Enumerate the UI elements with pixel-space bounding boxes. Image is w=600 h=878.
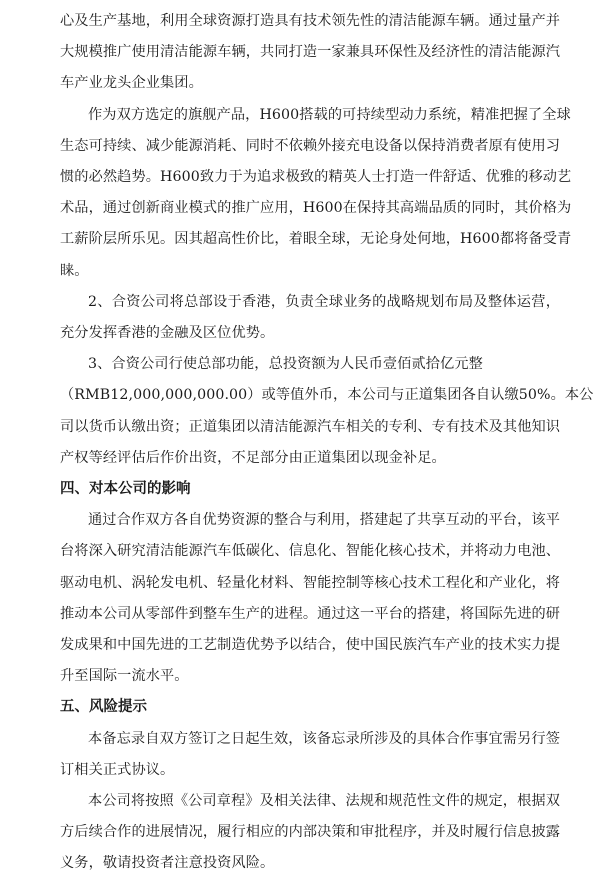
paragraph-line: 司以货币认缴出资；正道集团以清洁能源汽车相关的专利、专有技术及其他知识 (60, 418, 561, 435)
paragraph-line: 术品，通过创新商业模式的推广应用，H600在保持其高端品质的同时，其价格为 (60, 200, 572, 217)
paragraph-line: 充分发挥香港的金融及区位优势。 (60, 325, 275, 341)
paragraph-line: 本公司将按照《公司章程》及相关法律、法规和规范性文件的规定，根据双 (88, 793, 560, 809)
paragraph-line: 睐。 (60, 262, 89, 279)
paragraph-line: （RMB12,000,000,000.00）或等值外币，本公司与正道集团各自认缴50%。本公 (60, 387, 594, 404)
paragraph-line: 方后续合作的进展情况，履行相应的内部决策和审批程序，并及时履行信息披露 (60, 824, 561, 841)
paragraph-line: 车产业龙头企业集团。 (60, 75, 203, 92)
paragraph-line: 大规模推广使用清洁能源车辆，共同打造一家兼具环保性及经济性的清洁能源汽 (60, 44, 561, 61)
paragraph-line: 驱动电机、涡轮发电机、轻量化材料、智能控制等核心技术工程化和产业化，将 (60, 574, 561, 591)
paragraph-line: 惯的必然趋势。H600致力于为追求极致的精英人士打造一件舒适、优雅的移动艺 (60, 169, 572, 185)
paragraph-line: 通过合作双方各自优势资源的整合与利用，搭建起了共享互动的平台，该平 (88, 512, 560, 529)
paragraph-line: 台将深入研究清洁能源汽车低碳化、信息化、智能化核心技术，并将动力电池、 (60, 543, 561, 560)
paragraph-line: 义务，敬请投资者注意投资风险。 (60, 855, 275, 872)
paragraph-line: 生态可持续、减少能源消耗、同时不依赖外接充电设备以保持消费者原有使用习 (60, 137, 561, 154)
paragraph-line: 2、合资公司将总部设于香港，负责全球业务的战略规划布局及整体运营， (88, 293, 560, 310)
paragraph-line: 工薪阶层所乐见。因其超高性价比，着眼全球，无论身处何地，H600都将备受青 (60, 231, 572, 248)
paragraph-line: 3、合资公司行使总部功能，总投资额为人民币壹佰贰拾亿元整 (88, 356, 483, 373)
paragraph-line: 本备忘录自双方签订之日起生效，该备忘录所涉及的具体合作事宜需另行签 (88, 730, 560, 747)
paragraph-line: 产权等经评估后作价出资，不足部分由正道集团以现金补足。 (60, 449, 446, 466)
paragraph-line: 心及生产基地，利用全球资源打造具有技术领先性的清洁能源车辆。通过量产并 (60, 13, 561, 29)
section-heading: 四、对本公司的影响 (60, 481, 191, 497)
paragraph-line: 作为双方选定的旗舰产品，H600搭载的可持续型动力系统，精准把握了全球 (88, 106, 571, 123)
paragraph-line: 升至国际一流水平。 (60, 668, 189, 685)
paragraph-line: 推动本公司从零部件到整车生产的进程。通过这一平台的搭建，将国际先进的研 (60, 605, 561, 622)
section-heading: 五、风险提示 (60, 699, 147, 716)
paragraph-line: 发成果和中国先进的工艺制造优势予以结合，使中国民族汽车产业的技术实力提 (60, 637, 561, 653)
paragraph-line: 订相关正式协议。 (60, 761, 175, 778)
